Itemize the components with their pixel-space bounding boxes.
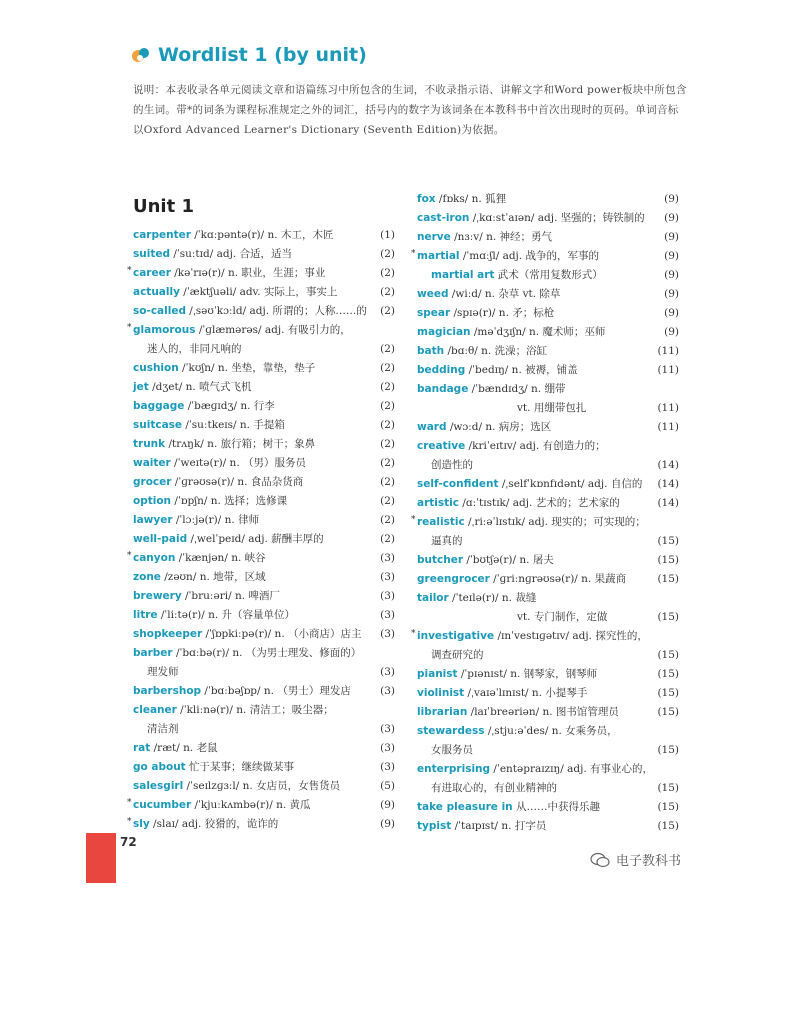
headword: go about [133, 761, 186, 773]
star-marker: * [411, 249, 416, 259]
page-ref: (2) [380, 381, 395, 393]
page-ref: (15) [657, 611, 679, 623]
definition: /ˈæktʃuəli/ adv. 实际上，事实上 [179, 286, 338, 298]
definition: /slaɪ/ adj. 狡猾的，诡诈的 [149, 818, 279, 830]
wordlist-entry [417, 228, 679, 247]
star-marker: * [127, 798, 132, 808]
page-ref: (3) [380, 666, 395, 678]
star-marker: * [411, 515, 416, 525]
headword: brewery [133, 590, 182, 602]
page-ref: (3) [380, 761, 395, 773]
headword: magician [417, 326, 471, 338]
wordlist-entry [133, 302, 395, 321]
wordlist-entry [417, 760, 679, 779]
definition: /ræt/ n. 老鼠 [150, 742, 218, 754]
wordlist-entry [417, 418, 679, 437]
page-ref: (14) [657, 478, 679, 490]
headword: suited [133, 248, 170, 260]
definition: /ˈkɑːpəntə(r)/ n. 木工，木匠 [190, 229, 334, 241]
wordlist-entry [133, 530, 395, 549]
page-ref: (3) [380, 552, 395, 564]
headword: stewardess [417, 725, 485, 737]
definition: /trʌŋk/ n. 旅行箱；树干；象鼻 [165, 438, 316, 450]
definition: /ˈentəpraɪzɪŋ/ adj. 有事业心的， [490, 763, 654, 775]
page-ref: (11) [657, 364, 679, 376]
page-ref: (9) [664, 250, 679, 262]
definition: /ˈkʊʃn/ n. 坐垫，靠垫，垫子 [178, 362, 316, 374]
page-title [130, 44, 367, 66]
wordlist-entry [127, 321, 395, 340]
page-ref: (2) [380, 438, 395, 450]
headword: baggage [133, 400, 185, 412]
wordlist-entry [417, 437, 679, 456]
headword: greengrocer [417, 573, 490, 585]
definition: /ˌsəʊˈkɔːld/ adj. 所谓的；人称……的 [185, 305, 367, 317]
page-ref: (9) [380, 799, 395, 811]
wordlist-left-column [127, 226, 395, 834]
page-ref: (2) [380, 476, 395, 488]
headword: sly [133, 818, 150, 830]
headphones-icon [130, 44, 152, 66]
page-ref: (15) [657, 554, 679, 566]
wordlist-entry [133, 625, 395, 644]
wordlist-entry [133, 226, 395, 245]
definition: /ˈɒpʃn/ n. 选择；选修课 [171, 495, 288, 507]
wordlist-entry [133, 397, 395, 416]
page-ref: (2) [380, 400, 395, 412]
definition: /ˈbedɪŋ/ n. 被褥，铺盖 [465, 364, 578, 376]
headword: bedding [417, 364, 466, 376]
wordlist-entry [417, 684, 679, 703]
headword: self-confident [417, 478, 499, 490]
wordlist-entry [411, 513, 679, 532]
headword: canyon [133, 552, 176, 564]
intro-text: 说明：本表收录各单元阅读文章和语篇练习中所包含的生词，不收录指示语、讲解文字和Word power板块中所包含的生词。带*的词条为课程标准规定之外的词汇，括号内的数字为该词条在本教科书中首次出现时的页码。单词音标以Oxford Advanced Learner's Dictionary (Seventh Edition)为依据。 [133, 84, 687, 136]
wordlist-entry [417, 798, 679, 817]
headword: take pleasure in [417, 801, 513, 813]
definition: /ˈsuːtkeɪs/ n. 手提箱 [182, 419, 285, 431]
definition: /kəˈrɪə(r)/ n. 职业，生涯；事业 [170, 267, 326, 279]
wordlist-entry [417, 494, 679, 513]
page-ref: (2) [380, 533, 395, 545]
headword: enterprising [417, 763, 491, 775]
headword: grocer [133, 476, 172, 488]
wordlist-entry [133, 416, 395, 435]
headword: well-paid [133, 533, 188, 545]
wordlist-entry [417, 380, 679, 399]
page-ref: (9) [664, 269, 679, 281]
star-marker: * [411, 629, 416, 639]
headword: butcher [417, 554, 464, 566]
definition: /kriˈeɪtɪv/ adj. 有创造力的； [465, 440, 606, 452]
definition: /ˈsuːtɪd/ adj. 合适，适当 [169, 248, 293, 260]
definition: /ˌvaɪəˈlɪnɪst/ n. 小提琴手 [464, 687, 588, 699]
page-ref: (9) [664, 193, 679, 205]
definition: 理发师 [147, 666, 179, 678]
page-ref: (3) [380, 628, 395, 640]
wordlist-entry [417, 475, 679, 494]
definition: /ˈɡlæmərəs/ adj. 有吸引力的， [195, 324, 351, 336]
wordlist-entry [133, 606, 395, 625]
definition: 创造性的 [431, 459, 473, 471]
definition: /nɜːv/ n. 神经；勇气 [450, 231, 553, 243]
wordlist-entry [417, 703, 679, 722]
definition: 逼真的 [431, 535, 463, 547]
definition: 武术（常用复数形式） [494, 269, 603, 281]
unit-heading: Unit 1 [133, 196, 194, 217]
definition: /ˈkænjən/ n. 峡谷 [175, 552, 266, 564]
wordlist-entry [417, 342, 679, 361]
wordlist-entry [133, 435, 395, 454]
page-ref: (11) [657, 345, 679, 357]
page-ref: (2) [380, 362, 395, 374]
definition: 女服务员 [431, 744, 473, 756]
headword: investigative [417, 630, 495, 642]
definition: /ˈbændɪdʒ/ n. 绷带 [468, 383, 566, 395]
page-color-bar [86, 833, 116, 883]
headword: option [133, 495, 172, 507]
page-ref: (2) [380, 267, 395, 279]
definition: /ˈbɑːbəʃɒp/ n. （男士）理发店 [201, 685, 351, 697]
headword: artistic [417, 497, 459, 509]
definition: /ˈbæɡɪdʒ/ n. 行李 [184, 400, 275, 412]
headword: cushion [133, 362, 179, 374]
page-ref: (3) [380, 723, 395, 735]
headword: career [133, 267, 171, 279]
page-ref: (2) [380, 343, 395, 355]
headword: typist [417, 820, 452, 832]
page-ref: (15) [657, 649, 679, 661]
definition: /ˈɡriːnɡrəʊsə(r)/ n. 果蔬商 [489, 573, 627, 585]
wordlist-entry [417, 532, 679, 551]
wordlist-entry [417, 209, 679, 228]
page-ref: (2) [380, 514, 395, 526]
headword: martial art [431, 269, 495, 281]
page-ref: (11) [657, 421, 679, 433]
wechat-icon [590, 852, 610, 868]
wordlist-entry [417, 361, 679, 380]
wordlist-entry [411, 627, 679, 646]
definition: /ˈtaɪpɪst/ n. 打字员 [451, 820, 547, 832]
definition: /fɒks/ n. 狐狸 [435, 193, 507, 205]
page-ref: (14) [657, 459, 679, 471]
headword: litre [133, 609, 158, 621]
page-ref: (2) [380, 495, 395, 507]
definition: /ˈkliːnə(r)/ n. 清洁工；吸尘器； [176, 704, 334, 716]
wordlist-entry [417, 190, 679, 209]
headword: jet [133, 381, 149, 393]
wordlist-entry [127, 815, 395, 834]
page-ref: (9) [664, 326, 679, 338]
wordlist-entry [417, 399, 679, 418]
wordlist-entry [417, 817, 679, 836]
headword: cast-iron [417, 212, 470, 224]
page-ref: (9) [380, 818, 395, 830]
definition: /ˌselfˈkɒnfɪdənt/ adj. 自信的 [498, 478, 643, 490]
wordlist-entry [133, 245, 395, 264]
definition: /ˌwelˈpeɪd/ adj. 薪酬丰厚的 [187, 533, 324, 545]
wordlist-entry [133, 739, 395, 758]
headword: glamorous [133, 324, 196, 336]
wordlist-entry [417, 665, 679, 684]
wordlist-entry [127, 264, 395, 283]
watermark-text: 电子教科书 [616, 854, 682, 869]
star-marker: * [127, 323, 132, 333]
wordlist-entry [133, 340, 395, 359]
definition: 从……中获得乐趣 [512, 801, 601, 813]
definition: 调查研究的 [431, 649, 484, 661]
page-ref: (9) [664, 307, 679, 319]
wordlist-entry [133, 359, 395, 378]
page-ref: (15) [657, 668, 679, 680]
headword: trunk [133, 438, 166, 450]
wordlist-right-column [411, 190, 679, 836]
wordlist-entry [133, 283, 395, 302]
definition: 有进取心的，有创业精神的 [431, 782, 557, 794]
headword: weed [417, 288, 449, 300]
definition: /ˈbʊtʃə(r)/ n. 屠夫 [463, 554, 554, 566]
definition: /ˈɡrəʊsə(r)/ n. 食品杂货商 [171, 476, 304, 488]
wordlist-entry [417, 304, 679, 323]
wordlist-entry [411, 247, 679, 266]
definition: /ˈbɑːbə(r)/ n. （为男士理发、修面的） [172, 647, 362, 659]
headword: shopkeeper [133, 628, 203, 640]
definition: /wiːd/ n. 杂草 vt. 除草 [448, 288, 561, 300]
page-ref: (3) [380, 590, 395, 602]
wordlist-entry [417, 570, 679, 589]
headword: pianist [417, 668, 458, 680]
definition: /məˈdʒɪʃn/ n. 魔术师；巫师 [470, 326, 606, 338]
page-ref: (9) [664, 231, 679, 243]
star-marker: * [127, 817, 132, 827]
page-ref: (1) [380, 229, 395, 241]
page-ref: (9) [664, 288, 679, 300]
headword: lawyer [133, 514, 173, 526]
definition: 清洁剂 [147, 723, 179, 735]
headword: spear [417, 307, 451, 319]
definition: /ˈpɪənɪst/ n. 钢琴家，钢琴师 [457, 668, 598, 680]
headword: realistic [417, 516, 465, 528]
definition: /ˈteɪlə(r)/ n. 裁缝 [448, 592, 537, 604]
headword: cleaner [133, 704, 177, 716]
headword: cucumber [133, 799, 192, 811]
wordlist-entry [417, 456, 679, 475]
page-ref: (2) [380, 305, 395, 317]
headword: actually [133, 286, 180, 298]
wordlist-entry [133, 663, 395, 682]
definition: /ˈkjuːkʌmbə(r)/ n. 黄瓜 [191, 799, 311, 811]
page-ref: (2) [380, 286, 395, 298]
page-ref: (15) [657, 535, 679, 547]
page-ref: (3) [380, 685, 395, 697]
definition: /ɑːˈtɪstɪk/ adj. 艺术的；艺术家的 [458, 497, 620, 509]
page-ref: (15) [657, 801, 679, 813]
wordlist-entry [133, 454, 395, 473]
headword: waiter [133, 457, 171, 469]
wordlist-entry [127, 796, 395, 815]
wordlist-entry [133, 378, 395, 397]
wordlist-entry [417, 551, 679, 570]
definition: /ˈmɑːʃl/ adj. 战争的，军事的 [459, 250, 599, 262]
headword: tailor [417, 592, 449, 604]
definition: /ˌstjuːəˈdes/ n. 女乘务员， [484, 725, 618, 737]
definition: /ˈlɔːjə(r)/ n. 律师 [172, 514, 260, 526]
page-ref: (2) [380, 248, 395, 260]
headword: rat [133, 742, 151, 754]
wordlist-entry [127, 549, 395, 568]
wordlist-entry [133, 701, 395, 720]
definition: /wɔːd/ n. 病房；选区 [446, 421, 552, 433]
page-number: 72 [120, 835, 137, 849]
wordlist-entry [133, 682, 395, 701]
wordlist-entry [133, 473, 395, 492]
definition: /ɪnˈvestɪɡətɪv/ adj. 探究性的， [494, 630, 648, 642]
definition: 忙于某事；继续做某事 [185, 761, 295, 773]
star-marker: * [127, 551, 132, 561]
page-ref: (15) [657, 744, 679, 756]
headword: bath [417, 345, 445, 357]
wordlist-entry [417, 266, 679, 285]
wordlist-entry [133, 511, 395, 530]
definition: /ˈbruːəri/ n. 啤酒厂 [181, 590, 280, 602]
star-marker: * [127, 266, 132, 276]
headword: salesgirl [133, 780, 184, 792]
headword: barber [133, 647, 173, 659]
wordlist-entry [417, 779, 679, 798]
wordlist-entry [133, 758, 395, 777]
definition: /bɑːθ/ n. 洗澡；浴缸 [444, 345, 548, 357]
wordlist-entry [133, 720, 395, 739]
headword: carpenter [133, 229, 191, 241]
wordlist-entry [133, 587, 395, 606]
page-ref: (15) [657, 820, 679, 832]
wordlist-entry [417, 722, 679, 741]
wordlist-entry [417, 646, 679, 665]
wordlist-entry [133, 492, 395, 511]
headword: fox [417, 193, 436, 205]
headword: zone [133, 571, 161, 583]
headword: martial [417, 250, 460, 262]
definition: /ˈliːtə(r)/ n. 升（容量单位） [157, 609, 296, 621]
page-ref: (11) [657, 402, 679, 414]
definition: /ˌkɑːstˈaɪən/ adj. 坚强的；铸铁制的 [469, 212, 645, 224]
headword: suitcase [133, 419, 183, 431]
definition: /laɪˈbreəriən/ n. 图书馆管理员 [467, 706, 619, 718]
headword: barbershop [133, 685, 202, 697]
definition: /ˈweɪtə(r)/ n. （男）服务员 [170, 457, 306, 469]
title-text: Wordlist 1 (by unit) [158, 44, 367, 66]
page-ref: (5) [380, 780, 395, 792]
watermark [590, 850, 681, 869]
definition: 迷人的，非同凡响的 [147, 343, 242, 355]
wordlist-entry [417, 285, 679, 304]
headword: librarian [417, 706, 468, 718]
page-ref: (15) [657, 706, 679, 718]
wordlist-entry [417, 323, 679, 342]
headword: creative [417, 440, 466, 452]
definition: vt. 用绷带包扎 [517, 402, 587, 414]
definition: /spɪə(r)/ n. 矛；标枪 [450, 307, 555, 319]
definition: /zəʊn/ n. 地带，区域 [160, 571, 266, 583]
page-ref: (14) [657, 497, 679, 509]
headword: bandage [417, 383, 469, 395]
headword: ward [417, 421, 447, 433]
page-ref: (15) [657, 573, 679, 585]
definition: /ˈʃɒpkiːpə(r)/ n. （小商店）店主 [202, 628, 362, 640]
page-ref: (3) [380, 742, 395, 754]
page-ref: (15) [657, 782, 679, 794]
definition: /dʒet/ n. 喷气式飞机 [148, 381, 252, 393]
headword: so-called [133, 305, 186, 317]
wordlist-entry [417, 589, 679, 608]
page-ref: (2) [380, 457, 395, 469]
page-ref: (3) [380, 609, 395, 621]
wordlist-entry [133, 644, 395, 663]
page-ref: (3) [380, 571, 395, 583]
definition: /ˌriːəˈlɪstɪk/ adj. 现实的；可实现的； [464, 516, 646, 528]
definition: /ˈseɪlzɡɜːl/ n. 女店员，女售货员 [183, 780, 341, 792]
wordlist-entry [417, 608, 679, 627]
wordlist-entry [417, 741, 679, 760]
headword: violinist [417, 687, 465, 699]
headword: nerve [417, 231, 451, 243]
definition: vt. 专门制作，定做 [517, 611, 608, 623]
page-ref: (9) [664, 212, 679, 224]
page-ref: (2) [380, 419, 395, 431]
wordlist-entry [133, 568, 395, 587]
wordlist-entry [133, 777, 395, 796]
page-ref: (15) [657, 687, 679, 699]
